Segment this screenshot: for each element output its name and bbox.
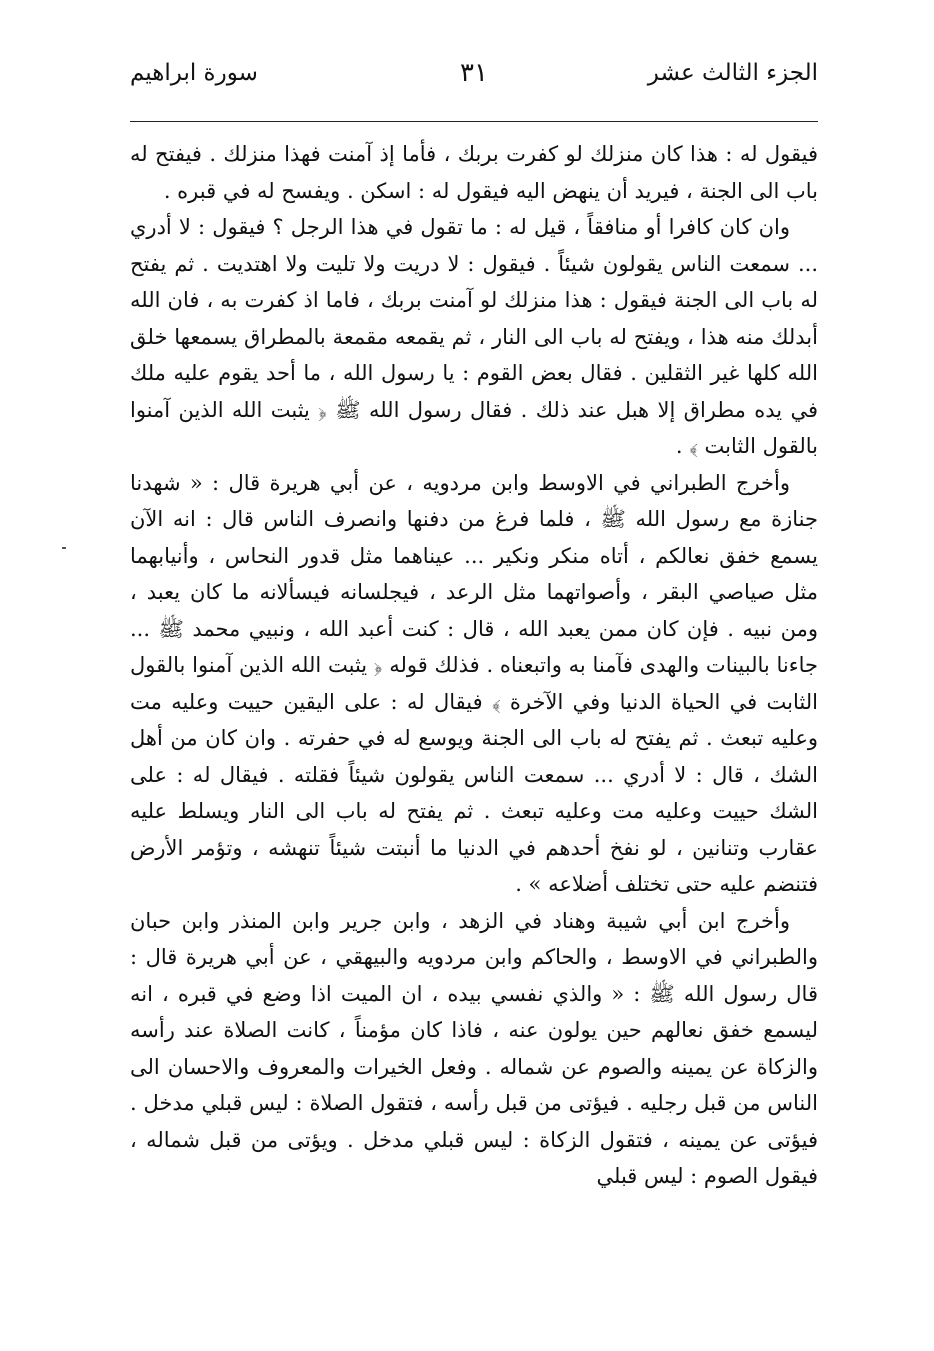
paragraph: وان كان كافرا أو منافقاً ، قيل له : ما تقول في هذا الرجل ؟ فيقول : لا أدري ... سمعت الناس يقولون شيئاً . فيقول : لا دريت ولا تليت ولا اهتديت . ثم يفتح له باب الى الجنة فيقول : هذا منزلك لو آمنت بربك ، فاما اذ كفرت به ، فان الله أبدلك منه هذا ، ويفتح له باب الى النار ، ثم يقمعه مقمعة بالمطراق يسمعها خلق الله كلها غير الثقلين . فقال بعض القوم : يا رسول الله ، ما أحد يقوم عليه ملك في يده مطراق إلا هبل عند ذلك . فقال رسول الله ﷺ ﴿ يثبت الله الذين آمنوا بالقول الثابت ﴾ .	[130, 215, 818, 458]
juz-title: الجزء الثالث عشر	[647, 60, 818, 86]
paragraph: وأخرج ابن أبي شيبة وهناد في الزهد ، وابن جرير وابن المنذر وابن حبان والطبراني في الاوسط ، والحاكم وابن مردويه والبيهقي ، عن أبي هريرة قال : قال رسول الله ﷺ : « والذي نفسي بيده ، ان الميت اذا وضع في قبره ، انه ليسمع خفق نعالهم حين يولون عنه ، فاذا كان مؤمناً ، كانت الصلاة عند رأسه والزكاة عن يمينه والصوم عن شماله . وفعل الخيرات والمعروف والاحسان الى الناس من قبل رجليه . فيؤتى من قبل رأسه ، فتقول الصلاة : ليس قبلي مدخل . فيؤتى عن يمينه ، فتقول الزكاة : ليس قبلي مدخل . ويؤتى من قبل شماله ، فيقول الصوم : ليس قبلي	[130, 908, 818, 1188]
paragraph: فيقول له : هذا كان منزلك لو كفرت بربك ، فأما إذ آمنت فهذا منزلك . فيفتح له باب الى الجنة ، فيريد أن ينهض اليه فيقول له : اسكن . ويفسح له في قبره .	[130, 142, 818, 203]
page-header	[130, 60, 818, 100]
page-number: ٣١	[460, 58, 488, 88]
header-divider	[130, 121, 818, 122]
paragraph: وأخرج الطبراني في الاوسط وابن مردويه ، عن أبي هريرة قال : « شهدنا جنازة مع رسول الله ﷺ ، فلما فرغ من دفنها وانصرف الناس قال : انه الآن يسمع خفق نعالكم ، أتاه منكر ونكير ... عيناهما مثل قدور النحاس ، وأنيابهما مثل صياصي البقر ، وأصواتهما مثل الرعد ، فيجلسانه فيسألانه ما كان يعبد ، ومن نبيه . فإن كان ممن يعبد الله ، قال : كنت أعبد الله ، ونبيي محمد ﷺ ... جاءنا بالبينات والهدى فآمنا به واتبعناه . فذلك قوله ﴿ يثبت الله الذين آمنوا بالقول الثابت في الحياة الدنيا وفي الآخرة ﴾ فيقال له : على اليقين حييت وعليه مت وعليه تبعث . ثم يفتح له باب الى الجنة ويوسع له في حفرته . وان كان من أهل الشك ، قال : لا أدري ... سمعت الناس يقولون شيئاً فقلته . فيقال له : على الشك حييت وعليه مت وعليه تبعث . ثم يفتح له باب الى النار ويسلط عليه عقارب وتنانين ، لو نفخ أحدهم في الدنيا ما أنبتت شيئاً تنهشه ، وتؤمر الأرض فتنضم عليه حتى تختلف أضلاعه » .	[130, 470, 818, 896]
margin-mark	[62, 547, 66, 549]
body-text	[130, 136, 818, 1195]
surah-title: سورة ابراهيم	[130, 60, 258, 86]
